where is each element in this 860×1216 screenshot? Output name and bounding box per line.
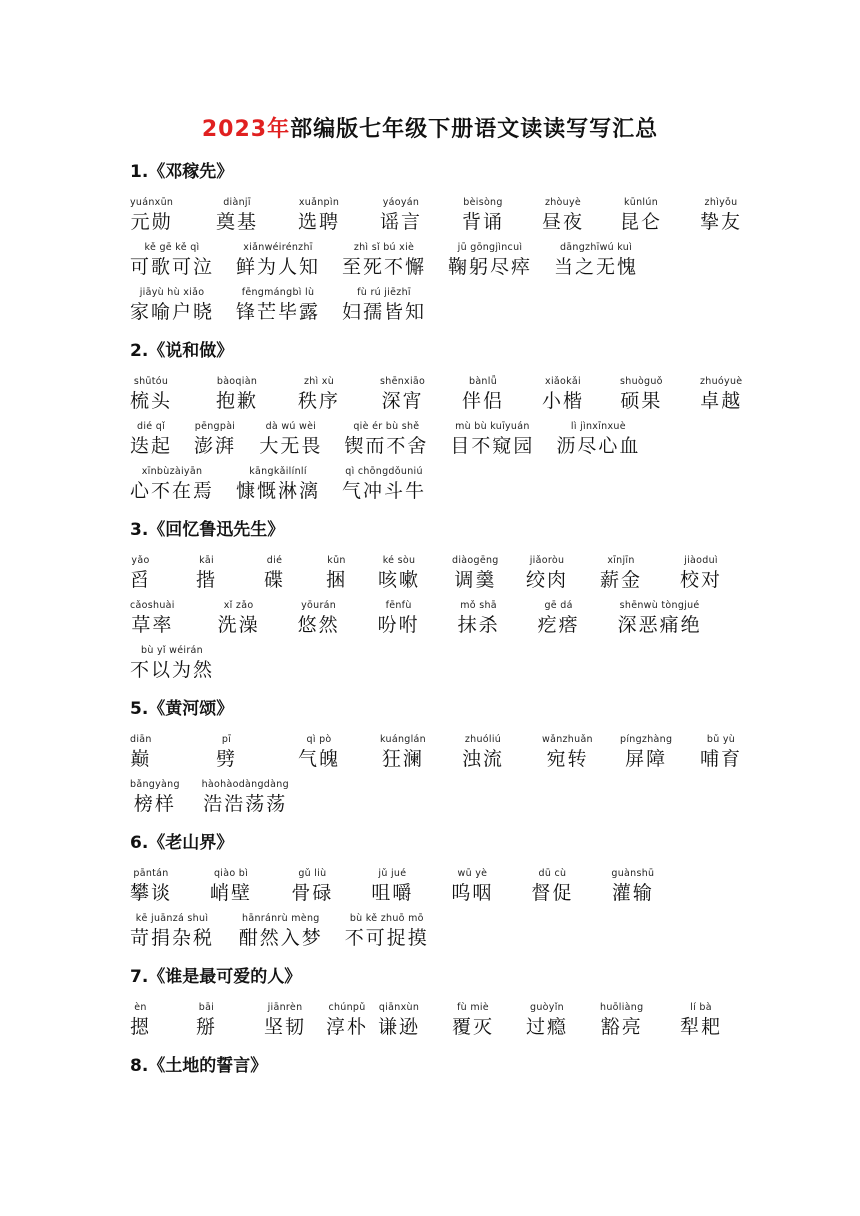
hanzi-word: 舀 [130,569,152,591]
vocab-item [462,196,504,235]
vocab-item [554,241,638,280]
hanzi-word: 碟 [264,569,286,591]
pinyin: wǎnzhuǎn [542,734,593,745]
pinyin: mù bù kuīyuán [455,421,530,432]
vocab-item [130,912,214,951]
vocab-item [680,1001,722,1040]
pinyin: diàogēng [452,555,499,566]
pinyin: kē juānzá shuì [135,913,209,924]
pinyin: dié qǐ [137,421,166,432]
pinyin: zhuóliú [464,734,502,745]
vocab-item [236,465,320,504]
vocab-row [130,644,740,689]
pinyin: pī [221,734,232,745]
vocab-row [130,465,740,510]
section-heading: 2.《说和做》 [130,341,234,361]
pinyin: xǐ zǎo [223,600,254,611]
hanzi-word: 背诵 [462,211,505,233]
hanzi-word: 至死不懈 [342,256,427,278]
hanzi-word: 昼夜 [542,211,585,233]
pinyin: zhòuyè [544,197,582,208]
pinyin: bèisòng [463,197,503,208]
pinyin: yáoyán [382,197,420,208]
hanzi-word: 挚友 [700,211,743,233]
pinyin: cǎoshuài [130,600,175,611]
hanzi-word: 调羹 [454,569,497,591]
vocab-item [342,286,426,325]
vocab-item [130,599,175,638]
hanzi-word: 鲜为人知 [236,256,321,278]
vocab-item [130,733,152,772]
pinyin: chúnpǔ [328,1002,366,1013]
hanzi-word: 悠然 [297,614,340,636]
pinyin: jiàoduì [684,555,718,566]
vocab-item [378,599,420,638]
vocab-row [130,778,740,823]
vocab-row [130,241,740,286]
vocab-item [130,375,172,414]
pinyin: zhì sǐ bú xiè [353,242,415,253]
pinyin: qiè ér bù shě [353,421,420,432]
vocab-item [130,196,173,235]
pinyin: hàohàodàngdàng [201,779,289,790]
vocab-item [216,375,258,414]
pinyin: jiāyù hù xiǎo [139,287,205,298]
hanzi-word: 卓越 [700,390,743,412]
vocab-item [452,554,499,593]
hanzi-word: 锲而不舍 [344,435,429,457]
vocab-item [326,1001,368,1040]
pinyin: qì chōngdǒuniú [345,466,423,477]
pinyin: kāngkǎilínlí [249,466,307,477]
pinyin: èn [134,1002,147,1013]
vocab-row [130,420,740,465]
pinyin: bāi [198,1002,215,1013]
pinyin: huōliàng [600,1002,644,1013]
vocab-item [462,733,504,772]
hanzi-word: 深恶痛绝 [617,614,702,636]
vocab-item [526,554,568,593]
hanzi-word: 澎湃 [194,435,237,457]
pinyin: yǎo [131,555,150,566]
vocab-item [216,196,258,235]
vocab-item [680,554,722,593]
vocab-item [130,778,180,817]
pinyin: gǔ liù [298,868,327,879]
vocab-item [196,554,217,593]
pinyin: zhìyǒu [704,197,738,208]
hanzi-word: 慷慨淋漓 [236,480,321,502]
vocab-item [458,599,500,638]
vocab-item [298,599,340,638]
hanzi-word: 呜咽 [451,882,494,904]
vocab-item [298,375,340,414]
vocab-item [196,1001,217,1040]
vocab-item [556,420,640,459]
pinyin: yōurán [301,600,337,611]
title-text: 部编版七年级下册语文读读写写汇总 [290,117,659,142]
hanzi-word: 过瘾 [526,1016,569,1038]
pinyin: kuánglán [380,734,426,745]
vocab-item [542,733,593,772]
title-year: 2023 [201,117,268,142]
section-heading: 1.《邓稼先》 [130,162,234,182]
pinyin: qì pò [306,734,332,745]
vocab-item [620,733,672,772]
pinyin: pēngpài [194,421,236,432]
hanzi-word: 谦逊 [378,1016,421,1038]
hanzi-word: 咳嗽 [378,569,421,591]
vocab-item [380,196,422,235]
pinyin: diànjī [223,197,251,208]
hanzi-word: 吩咐 [377,614,420,636]
vocab-item [700,375,742,414]
vocab-item [600,554,642,593]
hanzi-word: 昆仑 [620,211,663,233]
hanzi-word: 锋芒毕露 [236,301,321,323]
hanzi-word: 硕果 [620,390,663,412]
vocab-item [130,1001,151,1040]
hanzi-word: 心不在焉 [130,480,215,502]
hanzi-word: 苛捐杂税 [130,927,215,949]
hanzi-word: 摁 [130,1016,152,1038]
hanzi-word: 屏障 [625,748,668,770]
hanzi-word: 抱歉 [216,390,259,412]
vocab-item [700,196,742,235]
pinyin: dié [266,555,283,566]
pinyin: xiǎokǎi [545,376,581,387]
hanzi-word: 小楷 [542,390,585,412]
pinyin: mǒ shā [460,600,497,611]
section-heading: 3.《回忆鲁迅先生》 [130,520,285,540]
hanzi-word: 狂澜 [381,748,424,770]
vocab-item [371,867,413,906]
pinyin: bǎngyàng [130,779,180,790]
vocab-item [130,241,214,280]
vocab-item [542,375,584,414]
vocab-item [526,1001,568,1040]
hanzi-word: 目不窥园 [450,435,535,457]
pinyin: qiào bì [213,868,249,879]
pinyin: fēnfù [385,600,412,611]
vocab-item [130,554,151,593]
vocab-item [202,778,289,817]
vocab-item [600,1001,643,1040]
vocab-item [298,733,340,772]
pinyin: xuǎnpìn [298,197,340,208]
hanzi-word: 选聘 [298,211,341,233]
hanzi-word: 掰 [196,1016,218,1038]
hanzi-word: 淳朴 [326,1016,369,1038]
hanzi-word: 鞠躬尽瘁 [448,256,533,278]
pinyin: bù kě zhuō mō [349,913,424,924]
pinyin: píngzhàng [620,734,673,745]
section-heading: 5.《黄河颂》 [130,699,234,719]
section-heading: 7.《谁是最可爱的人》 [130,967,302,987]
pinyin: dū cù [538,868,567,879]
pinyin: kě gē kě qì [144,242,200,253]
pinyin: shēnxiāo [380,376,426,387]
pinyin: dāngzhīwú kuì [559,242,633,253]
vocab-row [130,867,740,912]
pinyin: zhuóyuè [700,376,743,387]
hanzi-word: 洗澡 [217,614,260,636]
hanzi-word: 哺育 [700,748,743,770]
pinyin: kāi [199,555,214,566]
hanzi-word: 犁耙 [680,1016,723,1038]
pinyin: zhì xù [303,376,335,387]
pinyin: wū yè [457,868,488,879]
pinyin: fù rú jiēzhī [357,287,411,298]
vocab-item [264,1001,306,1040]
vocab-item [264,554,285,593]
vocab-item [259,420,322,459]
section-heading: 6.《老山界》 [130,833,234,853]
vocab-item [538,599,580,638]
hanzi-word: 草率 [131,614,174,636]
hanzi-word: 劈 [216,748,238,770]
vocab-item [620,196,662,235]
pinyin: pāntán [133,868,169,879]
pinyin: shūtóu [133,376,169,387]
hanzi-word: 校对 [680,569,723,591]
vocab-row [130,733,743,778]
vocab-item [452,1001,494,1040]
vocab-item [700,733,742,772]
pinyin: jǔ jué [378,868,407,879]
vocab-item [239,912,323,951]
vocab-item [216,733,237,772]
hanzi-word: 不可捉摸 [344,927,429,949]
pinyin: shuòguǒ [620,376,663,387]
vocab-item [130,644,214,683]
vocab-item [451,867,493,906]
hanzi-word: 梳头 [130,390,173,412]
hanzi-word: 巅 [130,748,152,770]
hanzi-word: 浩浩荡荡 [203,793,288,815]
pinyin: xiǎnwéirénzhī [243,242,313,253]
pinyin: jiānrèn [267,1002,303,1013]
hanzi-word: 揩 [196,569,218,591]
pinyin: diān [130,734,152,745]
pinyin: lí bà [690,1002,712,1013]
pinyin: shēnwù tòngjué [619,600,700,611]
hanzi-word: 督促 [531,882,574,904]
pinyin: jū gōngjìncuì [457,242,523,253]
vocab-item [611,867,654,906]
hanzi-word: 谣言 [380,211,423,233]
pinyin: qiānxùn [378,1002,420,1013]
vocab-item [378,1001,420,1040]
vocab-item [236,286,320,325]
vocab-item [378,554,420,593]
pinyin: ké sòu [382,555,416,566]
vocab-item [298,196,340,235]
hanzi-word: 抹杀 [457,614,500,636]
hanzi-word: 酣然入梦 [238,927,323,949]
pinyin: gē dá [544,600,573,611]
hanzi-word: 灌输 [611,882,654,904]
pinyin: kūnlún [623,197,659,208]
hanzi-word: 妇孺皆知 [342,301,427,323]
pinyin: bànlǚ [468,376,498,387]
vocab-item [236,241,320,280]
vocab-row [130,599,740,644]
vocab-row [130,1001,740,1046]
vocab-item [210,867,252,906]
hanzi-word: 宛转 [546,748,589,770]
hanzi-word: 气冲斗牛 [342,480,427,502]
hanzi-word: 家喻户晓 [130,301,215,323]
pinyin: lì jìnxīnxuè [570,421,626,432]
vocab-row [130,375,743,420]
hanzi-word: 深宵 [381,390,424,412]
pinyin: bǔ yù [706,734,736,745]
hanzi-word: 迭起 [130,435,173,457]
pinyin: bàoqiàn [216,376,258,387]
hanzi-word: 大无畏 [259,435,323,457]
vocab-item [130,420,172,459]
hanzi-word: 元勋 [130,211,173,233]
vocab-item [620,375,663,414]
vocab-item [342,465,426,504]
vocab-item [345,912,429,951]
vocab-item [130,286,214,325]
hanzi-word: 覆灭 [452,1016,495,1038]
pinyin: fēngmángbì lù [241,287,315,298]
hanzi-word: 薪金 [600,569,643,591]
vocab-item [618,599,702,638]
hanzi-word: 可歌可泣 [130,256,215,278]
hanzi-word: 秩序 [298,390,341,412]
vocab-row [130,912,740,957]
pinyin: guòyǐn [530,1002,564,1013]
vocab-item [380,733,426,772]
pinyin: xīnjīn [607,555,635,566]
vocab-row [130,286,740,331]
title-year-suffix: 年 [267,117,291,142]
vocab-item [194,420,236,459]
hanzi-word: 气魄 [298,748,341,770]
vocab-item [462,375,504,414]
pinyin: jiǎoròu [529,555,565,566]
hanzi-word: 疙瘩 [537,614,580,636]
vocab-item [542,196,584,235]
hanzi-word: 榜样 [133,793,176,815]
pinyin: dà wú wèi [265,421,317,432]
hanzi-word: 伴侣 [462,390,505,412]
hanzi-word: 当之无愧 [554,256,639,278]
vocab-item [342,241,426,280]
pinyin: kǔn [327,555,346,566]
word-list [130,160,743,1090]
pinyin: yuánxūn [130,197,174,208]
hanzi-word: 沥尽心血 [556,435,641,457]
hanzi-word: 绞肉 [526,569,569,591]
vocab-item [380,375,425,414]
vocab-item [450,420,534,459]
hanzi-word: 咀嚼 [371,882,414,904]
pinyin: bù yǐ wéirán [141,645,203,656]
pinyin: hānránrù mèng [242,913,320,924]
vocab-item [130,867,172,906]
hanzi-word: 骨碌 [291,882,334,904]
vocab-row [130,554,740,599]
pinyin: guànshū [611,868,655,879]
vocab-item [218,599,260,638]
page-title [0,112,860,143]
hanzi-word: 浊流 [462,748,505,770]
hanzi-word: 攀谈 [130,882,173,904]
vocab-item [344,420,428,459]
section-heading: 8.《土地的誓言》 [130,1056,268,1076]
vocab-row [130,196,743,241]
hanzi-word: 不以为然 [130,659,215,681]
pinyin: xīnbùzàiyān [141,466,203,477]
vocab-item [448,241,532,280]
vocab-item [326,554,347,593]
hanzi-word: 坚韧 [264,1016,307,1038]
vocab-item [130,465,214,504]
hanzi-word: 捆 [326,569,348,591]
vocab-item [291,867,333,906]
vocab-item [531,867,573,906]
hanzi-word: 豁亮 [600,1016,643,1038]
hanzi-word: 峭壁 [210,882,253,904]
hanzi-word: 奠基 [216,211,259,233]
pinyin: fù miè [457,1002,489,1013]
